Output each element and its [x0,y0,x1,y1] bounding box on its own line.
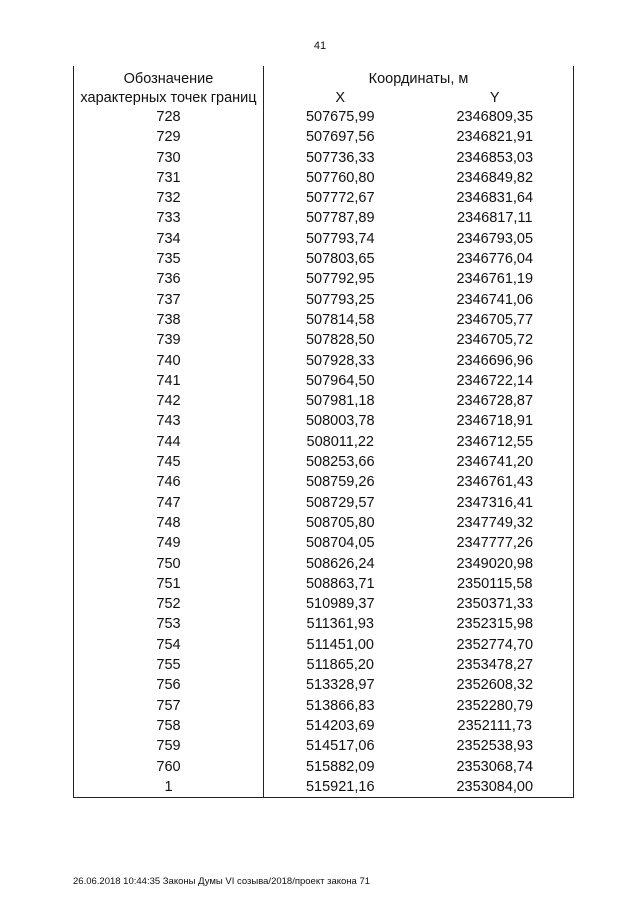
x-cell: 508011,22 [306,433,374,450]
point-cell: 747 [74,493,264,513]
table-row [74,513,574,533]
y-cell: 2346705,72 [417,330,574,350]
table-row [74,168,574,188]
x-cell: 507981,18 [305,393,375,410]
table-row [74,208,574,228]
point-cell: 756 [74,675,264,695]
y-cell: 2346761,19 [417,269,574,289]
table-body [74,107,574,798]
point-cell: 728 [74,107,264,127]
x-cell: 515882,09 [305,758,375,775]
x-cell: 507928,33 [305,352,375,369]
y-cell: 2346696,96 [417,351,574,371]
x-cell: 508705,80 [305,514,375,531]
x-cell: 507760,80 [305,169,375,186]
table-row [74,249,574,269]
y-cell: 2353084,00 [417,777,574,798]
table-row [74,188,574,208]
point-cell: 758 [74,716,264,736]
y-cell: 2353478,27 [417,655,574,675]
x-cell: 508253,66 [305,454,375,471]
footer-note: 26.06.2018 10:44:35 Законы Думы VI созыва/2018/проект закона 71 [73,876,371,887]
table-row [74,391,574,411]
x-cell: 508729,57 [305,494,375,511]
x-cell: 507736,33 [305,149,375,166]
table-row [74,574,574,594]
table-row [74,675,574,695]
x-cell: 507697,56 [305,129,375,146]
coordinates-table [73,66,574,798]
table-row [74,127,574,147]
y-cell: 2346817,11 [417,208,574,228]
y-cell: 2352774,70 [417,635,574,655]
y-column-header: Y [417,90,574,107]
y-cell: 2350115,58 [417,574,574,594]
table-row [74,107,574,127]
point-cell: 750 [74,554,264,574]
y-cell: 2352538,93 [417,736,574,756]
point-cell: 730 [74,148,264,168]
y-cell: 2346821,91 [417,127,574,147]
x-cell: 507793,25 [305,291,375,308]
table-header [74,66,574,107]
y-cell: 2346853,03 [417,148,574,168]
table-row [74,330,574,350]
point-cell: 751 [74,574,264,594]
table-row [74,696,574,716]
x-cell: 507787,89 [305,210,375,227]
x-cell: 514517,06 [305,738,375,755]
point-cell: 731 [74,168,264,188]
table-row [74,736,574,756]
table-row [74,371,574,391]
x-cell: 507814,58 [305,311,375,328]
x-cell: 507828,50 [305,332,375,349]
point-cell: 1 [74,777,264,798]
point-cell: 746 [74,472,264,492]
x-cell: 511361,93 [306,616,374,633]
table-row [74,533,574,553]
point-cell: 729 [74,127,264,147]
y-cell: 2346849,82 [417,168,574,188]
y-cell: 2350371,33 [417,594,574,614]
x-cell: 514203,69 [305,717,375,734]
y-cell: 2353068,74 [417,757,574,777]
table-row [74,655,574,675]
x-cell: 508003,78 [305,413,375,430]
y-cell: 2346722,14 [417,371,574,391]
table-row [74,432,574,452]
table-row [74,554,574,574]
x-cell: 508759,26 [305,474,375,491]
table-row [74,594,574,614]
y-cell: 2347316,41 [417,493,574,513]
table-row [74,777,574,798]
x-cell: 511865,20 [306,657,374,674]
y-cell: 2346741,06 [417,290,574,310]
y-cell: 2346809,35 [417,107,574,127]
y-cell: 2347777,26 [417,533,574,553]
x-cell: 507772,67 [305,190,375,207]
point-cell: 749 [74,533,264,553]
y-cell: 2346718,91 [417,411,574,431]
y-cell: 2352111,73 [417,716,574,736]
y-cell: 2346761,43 [417,472,574,492]
table-row [74,452,574,472]
y-cell: 2346793,05 [417,229,574,249]
y-cell: 2346831,64 [417,188,574,208]
x-cell: 510989,37 [305,596,375,613]
table-row [74,757,574,777]
y-cell: 2352315,98 [417,614,574,634]
table-row [74,269,574,289]
x-cell: 507793,74 [305,230,375,247]
point-label-line2: характерных точек границ [74,90,264,107]
point-cell: 755 [74,655,264,675]
x-cell: 513866,83 [305,697,375,714]
x-cell: 507675,99 [305,109,375,125]
y-cell: 2346712,55 [417,432,574,452]
point-cell: 743 [74,411,264,431]
table-row [74,148,574,168]
coords-label: Координаты, м [264,66,574,90]
x-cell: 508626,24 [305,555,375,572]
point-cell: 738 [74,310,264,330]
point-label-line1: Обозначение [74,66,264,90]
table-row [74,310,574,330]
x-cell: 508704,05 [305,535,375,552]
y-cell: 2349020,98 [417,554,574,574]
table-row [74,614,574,634]
table-row [74,411,574,431]
point-cell: 736 [74,269,264,289]
point-cell: 754 [74,635,264,655]
y-cell: 2352608,32 [417,675,574,695]
y-cell: 2346705,77 [417,310,574,330]
point-cell: 752 [74,594,264,614]
point-cell: 753 [74,614,264,634]
y-cell: 2346741,20 [417,452,574,472]
point-cell: 745 [74,452,264,472]
point-cell: 732 [74,188,264,208]
x-column-header: X [335,90,346,106]
point-cell: 741 [74,371,264,391]
table-row [74,472,574,492]
point-cell: 759 [74,736,264,756]
point-cell: 734 [74,229,264,249]
table-row [74,229,574,249]
page-number: 41 [313,40,327,52]
table-row [74,351,574,371]
table-row [74,493,574,513]
x-cell: 515921,16 [264,777,417,798]
point-cell: 733 [74,208,264,228]
y-cell: 2346776,04 [417,249,574,269]
y-cell: 2346728,87 [417,391,574,411]
table-row [74,635,574,655]
y-cell: 2352280,79 [417,696,574,716]
x-cell: 507964,50 [305,372,375,389]
point-cell: 748 [74,513,264,533]
x-cell: 513328,97 [305,677,375,694]
point-cell: 737 [74,290,264,310]
y-cell: 2347749,32 [417,513,574,533]
x-cell: 508863,71 [305,575,375,592]
table-row [74,716,574,736]
table-row [74,290,574,310]
point-cell: 757 [74,696,264,716]
point-cell: 735 [74,249,264,269]
point-cell: 742 [74,391,264,411]
x-cell: 511451,00 [306,636,374,653]
x-cell: 507792,95 [305,271,375,288]
point-cell: 760 [74,757,264,777]
point-cell: 739 [74,330,264,350]
point-cell: 744 [74,432,264,452]
point-cell: 740 [74,351,264,371]
x-cell: 507803,65 [305,251,375,268]
